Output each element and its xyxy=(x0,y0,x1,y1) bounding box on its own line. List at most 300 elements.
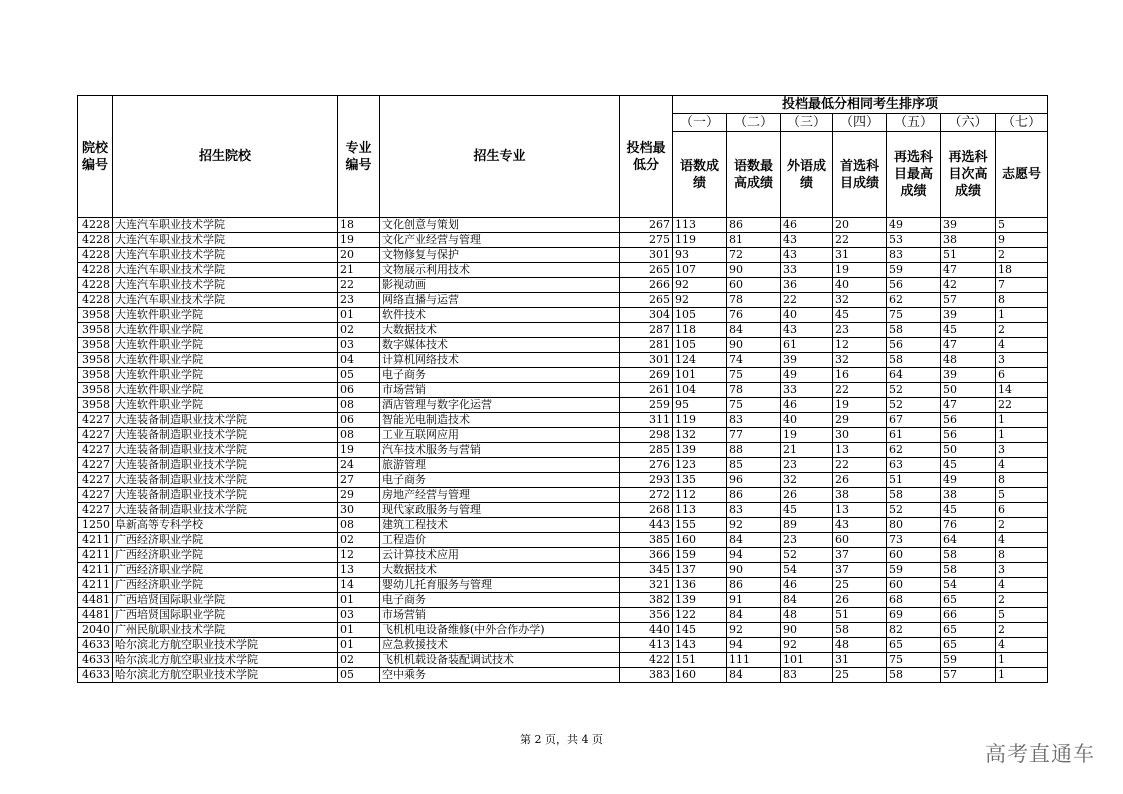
cell-min-score: 443 xyxy=(620,518,673,533)
cell-school-name: 大连软件职业学院 xyxy=(113,353,338,368)
page-footer: 第 2 页，共 4 页 xyxy=(520,733,603,746)
table-row xyxy=(78,383,1048,398)
cell-score-5: 63 xyxy=(887,458,941,473)
cell-score-1: 113 xyxy=(673,503,727,518)
cell-score-7: 5 xyxy=(996,218,1048,233)
cell-school-code: 4633 xyxy=(78,668,113,683)
cell-min-score: 413 xyxy=(620,638,673,653)
cell-min-score: 345 xyxy=(620,563,673,578)
cell-score-7: 2 xyxy=(996,323,1048,338)
cell-major-code: 19 xyxy=(338,233,380,248)
cell-score-7: 1 xyxy=(996,413,1048,428)
cell-score-5: 49 xyxy=(887,218,941,233)
cell-score-2: 88 xyxy=(727,443,781,458)
cell-major-code: 14 xyxy=(338,578,380,593)
cell-score-7: 4 xyxy=(996,338,1048,353)
cell-major-code: 06 xyxy=(338,383,380,398)
cell-school-name: 大连软件职业学院 xyxy=(113,398,338,413)
cell-school-name: 哈尔滨北方航空职业技术学院 xyxy=(113,653,338,668)
header-sub-label: 首选科目成绩 xyxy=(833,132,887,218)
cell-score-7: 14 xyxy=(996,383,1048,398)
cell-score-5: 67 xyxy=(887,413,941,428)
cell-score-4: 12 xyxy=(833,338,887,353)
cell-score-7: 22 xyxy=(996,398,1048,413)
cell-score-4: 25 xyxy=(833,578,887,593)
cell-score-5: 58 xyxy=(887,323,941,338)
cell-score-5: 51 xyxy=(887,473,941,488)
cell-score-5: 58 xyxy=(887,668,941,683)
cell-school-name: 大连装备制造职业技术学院 xyxy=(113,413,338,428)
cell-major-code: 05 xyxy=(338,368,380,383)
cell-school-code: 4228 xyxy=(78,218,113,233)
cell-score-6: 47 xyxy=(941,263,996,278)
table-row xyxy=(78,443,1048,458)
cell-score-2: 84 xyxy=(727,668,781,683)
cell-school-code: 3958 xyxy=(78,323,113,338)
cell-major-name: 文化产业经营与管理 xyxy=(380,233,620,248)
cell-school-code: 4481 xyxy=(78,593,113,608)
cell-score-3: 101 xyxy=(781,653,833,668)
cell-score-1: 160 xyxy=(673,533,727,548)
cell-score-6: 76 xyxy=(941,518,996,533)
cell-major-code: 01 xyxy=(338,638,380,653)
cell-major-name: 旅游管理 xyxy=(380,458,620,473)
cell-school-code: 4227 xyxy=(78,443,113,458)
cell-school-code: 3958 xyxy=(78,308,113,323)
cell-score-5: 75 xyxy=(887,308,941,323)
cell-score-2: 83 xyxy=(727,413,781,428)
cell-score-2: 84 xyxy=(727,533,781,548)
cell-score-4: 22 xyxy=(833,458,887,473)
cell-score-5: 52 xyxy=(887,383,941,398)
cell-score-4: 19 xyxy=(833,263,887,278)
header-sub-number: （三） xyxy=(781,114,833,132)
cell-min-score: 383 xyxy=(620,668,673,683)
cell-min-score: 356 xyxy=(620,608,673,623)
header-sub-label: 外语成绩 xyxy=(781,132,833,218)
cell-school-name: 广西培贤国际职业学院 xyxy=(113,608,338,623)
cell-score-7: 3 xyxy=(996,563,1048,578)
cell-school-code: 4228 xyxy=(78,233,113,248)
cell-score-6: 39 xyxy=(941,368,996,383)
cell-school-name: 大连汽车职业技术学院 xyxy=(113,218,338,233)
cell-score-3: 45 xyxy=(781,503,833,518)
cell-score-6: 56 xyxy=(941,413,996,428)
cell-major-code: 23 xyxy=(338,293,380,308)
table-row xyxy=(78,218,1048,233)
cell-score-3: 52 xyxy=(781,548,833,563)
cell-major-name: 电子商务 xyxy=(380,368,620,383)
cell-min-score: 301 xyxy=(620,353,673,368)
cell-score-4: 45 xyxy=(833,308,887,323)
cell-major-name: 软件技术 xyxy=(380,308,620,323)
table-row xyxy=(78,563,1048,578)
table-row xyxy=(78,323,1048,338)
cell-score-3: 32 xyxy=(781,473,833,488)
cell-score-2: 94 xyxy=(727,638,781,653)
cell-min-score: 269 xyxy=(620,368,673,383)
cell-score-7: 18 xyxy=(996,263,1048,278)
cell-school-name: 广西培贤国际职业学院 xyxy=(113,593,338,608)
cell-score-7: 1 xyxy=(996,668,1048,683)
table-row xyxy=(78,428,1048,443)
cell-score-5: 80 xyxy=(887,518,941,533)
cell-score-2: 92 xyxy=(727,623,781,638)
header-tie-break-group: 投档最低分相同考生排序项 xyxy=(673,96,1048,114)
cell-score-6: 65 xyxy=(941,638,996,653)
cell-score-7: 5 xyxy=(996,488,1048,503)
cell-school-name: 大连装备制造职业技术学院 xyxy=(113,473,338,488)
cell-school-name: 广州民航职业技术学院 xyxy=(113,623,338,638)
cell-score-1: 137 xyxy=(673,563,727,578)
cell-score-2: 75 xyxy=(727,368,781,383)
cell-major-name: 房地产经营与管理 xyxy=(380,488,620,503)
cell-major-code: 02 xyxy=(338,323,380,338)
cell-score-2: 74 xyxy=(727,353,781,368)
cell-score-6: 58 xyxy=(941,563,996,578)
cell-score-7: 2 xyxy=(996,248,1048,263)
cell-score-1: 160 xyxy=(673,668,727,683)
cell-major-name: 工程造价 xyxy=(380,533,620,548)
cell-major-code: 01 xyxy=(338,308,380,323)
cell-min-score: 266 xyxy=(620,278,673,293)
cell-school-name: 大连装备制造职业技术学院 xyxy=(113,458,338,473)
cell-score-6: 50 xyxy=(941,443,996,458)
cell-major-name: 电子商务 xyxy=(380,473,620,488)
cell-score-3: 84 xyxy=(781,593,833,608)
table-row xyxy=(78,458,1048,473)
table-row xyxy=(78,263,1048,278)
cell-score-1: 151 xyxy=(673,653,727,668)
cell-major-code: 08 xyxy=(338,428,380,443)
cell-school-code: 3958 xyxy=(78,368,113,383)
cell-score-4: 26 xyxy=(833,593,887,608)
cell-score-1: 95 xyxy=(673,398,727,413)
cell-score-7: 8 xyxy=(996,293,1048,308)
cell-school-code: 4227 xyxy=(78,473,113,488)
cell-score-2: 77 xyxy=(727,428,781,443)
table-row xyxy=(78,278,1048,293)
header-min-score: 投档最低分 xyxy=(620,96,673,218)
table-row xyxy=(78,668,1048,683)
cell-major-name: 现代家政服务与管理 xyxy=(380,503,620,518)
cell-school-code: 4211 xyxy=(78,548,113,563)
cell-score-6: 56 xyxy=(941,428,996,443)
cell-score-1: 159 xyxy=(673,548,727,563)
cell-major-code: 08 xyxy=(338,518,380,533)
cell-major-name: 文物展示利用技术 xyxy=(380,263,620,278)
header-sub-number: （一） xyxy=(673,114,727,132)
cell-school-code: 4227 xyxy=(78,428,113,443)
cell-score-4: 58 xyxy=(833,623,887,638)
cell-score-6: 48 xyxy=(941,353,996,368)
cell-min-score: 385 xyxy=(620,533,673,548)
cell-score-7: 1 xyxy=(996,428,1048,443)
cell-score-5: 65 xyxy=(887,638,941,653)
cell-score-6: 50 xyxy=(941,383,996,398)
cell-score-5: 62 xyxy=(887,293,941,308)
cell-score-5: 61 xyxy=(887,428,941,443)
cell-school-name: 大连汽车职业技术学院 xyxy=(113,233,338,248)
table-row xyxy=(78,338,1048,353)
cell-min-score: 311 xyxy=(620,413,673,428)
cell-score-4: 13 xyxy=(833,443,887,458)
cell-school-code: 4227 xyxy=(78,488,113,503)
header-sub-label: 再选科目次高成绩 xyxy=(941,132,996,218)
cell-score-6: 45 xyxy=(941,503,996,518)
cell-score-4: 48 xyxy=(833,638,887,653)
cell-score-2: 91 xyxy=(727,593,781,608)
cell-school-code: 4633 xyxy=(78,653,113,668)
cell-score-7: 2 xyxy=(996,623,1048,638)
cell-score-1: 105 xyxy=(673,308,727,323)
cell-score-3: 19 xyxy=(781,428,833,443)
cell-score-1: 92 xyxy=(673,293,727,308)
cell-score-4: 20 xyxy=(833,218,887,233)
table-row xyxy=(78,293,1048,308)
cell-score-4: 51 xyxy=(833,608,887,623)
table-row xyxy=(78,638,1048,653)
cell-major-code: 08 xyxy=(338,398,380,413)
cell-school-code: 4228 xyxy=(78,293,113,308)
cell-score-6: 57 xyxy=(941,668,996,683)
table-row xyxy=(78,398,1048,413)
cell-score-7: 3 xyxy=(996,443,1048,458)
cell-major-name: 文物修复与保护 xyxy=(380,248,620,263)
cell-score-5: 59 xyxy=(887,563,941,578)
cell-score-1: 112 xyxy=(673,488,727,503)
cell-major-code: 01 xyxy=(338,593,380,608)
cell-score-3: 43 xyxy=(781,323,833,338)
cell-score-3: 39 xyxy=(781,353,833,368)
cell-score-2: 78 xyxy=(727,293,781,308)
cell-score-6: 57 xyxy=(941,293,996,308)
cell-score-5: 60 xyxy=(887,578,941,593)
table-row xyxy=(78,233,1048,248)
cell-school-code: 1250 xyxy=(78,518,113,533)
cell-score-3: 49 xyxy=(781,368,833,383)
cell-score-3: 61 xyxy=(781,338,833,353)
cell-score-7: 8 xyxy=(996,548,1048,563)
cell-major-code: 30 xyxy=(338,503,380,518)
cell-min-score: 265 xyxy=(620,263,673,278)
cell-min-score: 382 xyxy=(620,593,673,608)
cell-score-4: 32 xyxy=(833,293,887,308)
table-body xyxy=(78,218,1048,683)
cell-school-name: 大连装备制造职业技术学院 xyxy=(113,503,338,518)
cell-major-code: 27 xyxy=(338,473,380,488)
header-sub-label: 语数成绩 xyxy=(673,132,727,218)
cell-score-1: 101 xyxy=(673,368,727,383)
table-row xyxy=(78,533,1048,548)
cell-score-2: 90 xyxy=(727,263,781,278)
cell-score-1: 143 xyxy=(673,638,727,653)
cell-school-code: 4227 xyxy=(78,458,113,473)
cell-school-code: 3958 xyxy=(78,398,113,413)
cell-score-6: 38 xyxy=(941,233,996,248)
cell-school-name: 大连汽车职业技术学院 xyxy=(113,248,338,263)
table-row xyxy=(78,473,1048,488)
cell-score-3: 46 xyxy=(781,578,833,593)
table-row xyxy=(78,608,1048,623)
cell-score-4: 22 xyxy=(833,233,887,248)
table-row xyxy=(78,488,1048,503)
cell-school-code: 3958 xyxy=(78,338,113,353)
table-row xyxy=(78,308,1048,323)
header-sub-label: 语数最高成绩 xyxy=(727,132,781,218)
cell-score-6: 47 xyxy=(941,338,996,353)
cell-score-3: 43 xyxy=(781,248,833,263)
cell-major-code: 12 xyxy=(338,548,380,563)
cell-score-1: 123 xyxy=(673,458,727,473)
cell-score-4: 23 xyxy=(833,323,887,338)
cell-score-1: 136 xyxy=(673,578,727,593)
cell-major-code: 13 xyxy=(338,563,380,578)
cell-score-1: 104 xyxy=(673,383,727,398)
cell-score-6: 59 xyxy=(941,653,996,668)
cell-score-7: 5 xyxy=(996,608,1048,623)
cell-school-name: 大连装备制造职业技术学院 xyxy=(113,443,338,458)
header-sub-label: 志愿号 xyxy=(996,132,1048,218)
cell-score-2: 60 xyxy=(727,278,781,293)
header-school-name: 招生院校 xyxy=(113,96,338,218)
cell-school-name: 大连汽车职业技术学院 xyxy=(113,278,338,293)
cell-major-name: 大数据技术 xyxy=(380,563,620,578)
cell-score-4: 16 xyxy=(833,368,887,383)
cell-score-1: 119 xyxy=(673,413,727,428)
cell-school-code: 4227 xyxy=(78,503,113,518)
header-major-name: 招生专业 xyxy=(380,96,620,218)
cell-score-6: 51 xyxy=(941,248,996,263)
header-sub-number: （四） xyxy=(833,114,887,132)
cell-score-4: 38 xyxy=(833,488,887,503)
cell-score-1: 119 xyxy=(673,233,727,248)
cell-score-5: 64 xyxy=(887,368,941,383)
cell-score-5: 59 xyxy=(887,263,941,278)
cell-score-2: 81 xyxy=(727,233,781,248)
cell-major-name: 网络直播与运营 xyxy=(380,293,620,308)
cell-min-score: 301 xyxy=(620,248,673,263)
cell-min-score: 276 xyxy=(620,458,673,473)
cell-score-6: 65 xyxy=(941,623,996,638)
cell-major-code: 20 xyxy=(338,248,380,263)
header-major-code: 专业编号 xyxy=(338,96,380,218)
cell-score-3: 92 xyxy=(781,638,833,653)
cell-school-name: 大连装备制造职业技术学院 xyxy=(113,488,338,503)
cell-score-5: 60 xyxy=(887,548,941,563)
cell-score-6: 58 xyxy=(941,548,996,563)
cell-score-5: 83 xyxy=(887,248,941,263)
cell-score-1: 139 xyxy=(673,593,727,608)
cell-major-name: 计算机网络技术 xyxy=(380,353,620,368)
cell-school-code: 4211 xyxy=(78,563,113,578)
cell-score-7: 2 xyxy=(996,593,1048,608)
cell-score-4: 30 xyxy=(833,428,887,443)
watermark: 高考直通车 xyxy=(985,742,1095,766)
cell-major-code: 22 xyxy=(338,278,380,293)
header-sub-number: （二） xyxy=(727,114,781,132)
cell-score-7: 7 xyxy=(996,278,1048,293)
cell-school-code: 3958 xyxy=(78,383,113,398)
cell-school-name: 广西经济职业学院 xyxy=(113,563,338,578)
cell-min-score: 285 xyxy=(620,443,673,458)
cell-score-2: 72 xyxy=(727,248,781,263)
cell-major-code: 01 xyxy=(338,623,380,638)
cell-score-2: 84 xyxy=(727,608,781,623)
cell-score-5: 52 xyxy=(887,398,941,413)
cell-min-score: 366 xyxy=(620,548,673,563)
cell-score-1: 122 xyxy=(673,608,727,623)
cell-min-score: 265 xyxy=(620,293,673,308)
cell-score-7: 4 xyxy=(996,458,1048,473)
cell-score-7: 2 xyxy=(996,518,1048,533)
cell-score-2: 84 xyxy=(727,323,781,338)
cell-school-code: 4228 xyxy=(78,263,113,278)
cell-score-7: 4 xyxy=(996,533,1048,548)
cell-school-name: 大连软件职业学院 xyxy=(113,383,338,398)
cell-school-code: 4227 xyxy=(78,413,113,428)
cell-score-6: 66 xyxy=(941,608,996,623)
cell-score-2: 94 xyxy=(727,548,781,563)
cell-score-1: 132 xyxy=(673,428,727,443)
cell-school-name: 大连装备制造职业技术学院 xyxy=(113,428,338,443)
admission-score-table xyxy=(77,95,1048,683)
cell-min-score: 422 xyxy=(620,653,673,668)
table-row xyxy=(78,653,1048,668)
cell-school-code: 3958 xyxy=(78,353,113,368)
cell-score-4: 32 xyxy=(833,353,887,368)
cell-min-score: 268 xyxy=(620,503,673,518)
cell-score-1: 155 xyxy=(673,518,727,533)
cell-school-name: 广西经济职业学院 xyxy=(113,578,338,593)
cell-major-name: 影视动画 xyxy=(380,278,620,293)
cell-school-code: 4481 xyxy=(78,608,113,623)
cell-score-3: 83 xyxy=(781,668,833,683)
cell-major-name: 空中乘务 xyxy=(380,668,620,683)
cell-major-name: 飞机机电设备维修(中外合作办学) xyxy=(380,623,620,638)
cell-score-2: 86 xyxy=(727,578,781,593)
cell-major-name: 数字媒体技术 xyxy=(380,338,620,353)
cell-score-2: 90 xyxy=(727,563,781,578)
cell-score-3: 36 xyxy=(781,278,833,293)
cell-min-score: 321 xyxy=(620,578,673,593)
cell-score-1: 92 xyxy=(673,278,727,293)
cell-school-name: 大连软件职业学院 xyxy=(113,323,338,338)
cell-score-6: 64 xyxy=(941,533,996,548)
cell-school-code: 4633 xyxy=(78,638,113,653)
cell-major-name: 市场营销 xyxy=(380,383,620,398)
cell-min-score: 298 xyxy=(620,428,673,443)
cell-major-name: 工业互联网应用 xyxy=(380,428,620,443)
cell-school-name: 大连汽车职业技术学院 xyxy=(113,293,338,308)
header-sub-number: （五） xyxy=(887,114,941,132)
table-row xyxy=(78,548,1048,563)
table-row xyxy=(78,368,1048,383)
cell-major-name: 飞机机载设备装配调试技术 xyxy=(380,653,620,668)
table-row xyxy=(78,593,1048,608)
cell-score-6: 42 xyxy=(941,278,996,293)
cell-score-3: 90 xyxy=(781,623,833,638)
cell-score-4: 25 xyxy=(833,668,887,683)
cell-school-code: 4211 xyxy=(78,533,113,548)
cell-min-score: 259 xyxy=(620,398,673,413)
cell-score-6: 39 xyxy=(941,218,996,233)
cell-score-3: 43 xyxy=(781,233,833,248)
cell-school-name: 阜新高等专科学校 xyxy=(113,518,338,533)
cell-score-1: 124 xyxy=(673,353,727,368)
cell-score-5: 68 xyxy=(887,593,941,608)
cell-score-6: 38 xyxy=(941,488,996,503)
